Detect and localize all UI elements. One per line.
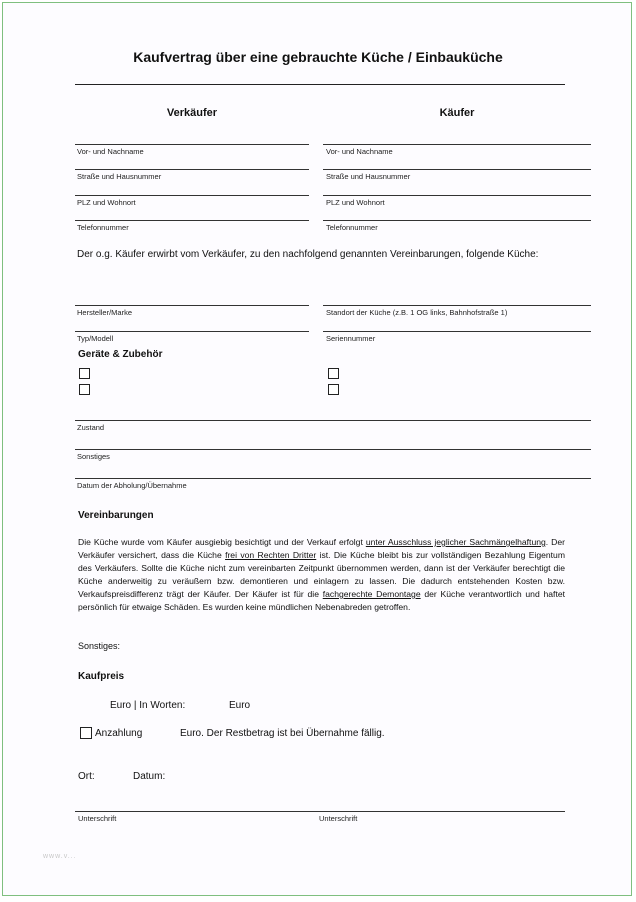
buyer-phone-line[interactable]: [323, 220, 591, 221]
seller-phone-label: Telefonnummer: [77, 223, 129, 232]
serial-label: Seriennummer: [326, 334, 376, 343]
title-underline: [75, 84, 565, 85]
serial-line[interactable]: [323, 331, 591, 332]
agreement-emphasis: fachgerechte Demontage: [322, 589, 421, 599]
seller-city-line[interactable]: [75, 195, 309, 196]
other-line[interactable]: [75, 449, 591, 450]
date-label: Datum:: [133, 771, 166, 782]
place-label: Ort:: [78, 771, 95, 782]
condition-line[interactable]: [75, 420, 591, 421]
other-label: Sonstiges:: [78, 641, 121, 651]
pickup-date-label: Datum der Abholung/Übernahme: [77, 481, 187, 490]
buyer-city-line[interactable]: [323, 195, 591, 196]
device-checkbox-1[interactable]: [79, 368, 90, 379]
manufacturer-line[interactable]: [75, 305, 309, 306]
buyer-street-label: Straße und Hausnummer: [326, 172, 411, 181]
agreement-emphasis: unter Ausschluss jeglicher Sachmängelhaftung: [365, 537, 546, 547]
buyer-name-line[interactable]: [323, 144, 591, 145]
seller-name-label: Vor- und Nachname: [77, 147, 144, 156]
signature-left-label: Unterschrift: [78, 814, 117, 823]
price-euro: Euro: [229, 700, 251, 711]
condition-label: Zustand: [77, 423, 105, 432]
agreement-text-part: Die Küche wurde vom Käufer ausgiebig besichtigt und der Verkauf erfolgt: [78, 537, 366, 547]
seller-street-label: Straße und Hausnummer: [77, 172, 162, 181]
manufacturer-label: Hersteller/Marke: [77, 308, 133, 317]
agreement-text-part: ist. Die Küche bleibt bis zur vollständigen Bezahlung Eigentum des Verkäufers. Sollte die Küche nicht zum vereinbarten Zeitpunkt übernommen werden, dann ist der Verkäufer berechtigt die Küche anderweitig zu veräußern bzw. demontieren und einlagern zu lassen. Die dadurch entstehenden Kosten bzw. Verkaufspreisdifferenz trägt der Käufer. Der Käufer ist für die: [78, 550, 565, 599]
buyer-phone-label: Telefonnummer: [326, 223, 378, 232]
contract-page: [2, 2, 632, 896]
deposit-checkbox[interactable]: [80, 727, 92, 739]
seller-heading: Verkäufer: [166, 107, 218, 119]
model-line[interactable]: [75, 331, 309, 332]
seller-city-label: PLZ und Wohnort: [77, 198, 136, 207]
remainder-text: Euro. Der Restbetrag ist bei Übernahme fällig.: [180, 728, 385, 739]
agreement-emphasis: frei von Rechten Dritter: [225, 550, 317, 560]
buyer-street-line[interactable]: [323, 169, 591, 170]
agreement-text-part: . Der Verkäufer versichert, dass die Küche: [78, 537, 565, 560]
agreement-text-part: der Küche verantwortlich und haftet persönlich für etwaige Schäden. Es wurden keine mündlichen Nebenabreden getroffen.: [78, 589, 565, 612]
signature-right-label: Unterschrift: [319, 814, 358, 823]
agreements-heading: Vereinbarungen: [78, 510, 154, 521]
signature-line[interactable]: [75, 811, 565, 812]
seller-name-line[interactable]: [75, 144, 309, 145]
model-label: Typ/Modell: [77, 334, 114, 343]
intro-text: Der o.g. Käufer erwirbt vom Verkäufer, zu den nachfolgend genannten Vereinbarungen, folgende Küche:: [77, 249, 539, 260]
pickup-date-line[interactable]: [75, 478, 591, 479]
location-label: Standort der Küche (z.B. 1 OG links, Bahnhofstraße 1): [326, 308, 508, 317]
price-heading: Kaufpreis: [78, 671, 125, 682]
buyer-name-label: Vor- und Nachname: [326, 147, 393, 156]
buyer-city-label: PLZ und Wohnort: [326, 198, 385, 207]
device-checkbox-2[interactable]: [79, 384, 90, 395]
seller-street-line[interactable]: [75, 169, 309, 170]
device-checkbox-4[interactable]: [328, 384, 339, 395]
watermark: www.v...: [43, 853, 77, 860]
device-checkbox-3[interactable]: [328, 368, 339, 379]
seller-phone-line[interactable]: [75, 220, 309, 221]
agreements-text: [78, 536, 565, 614]
document-title: Kaufvertrag über eine gebrauchte Küche / Einbauküche: [133, 49, 503, 65]
buyer-heading: Käufer: [439, 107, 475, 119]
price-euro-words: Euro | In Worten:: [110, 700, 186, 711]
other-field-label: Sonstiges: [77, 452, 110, 461]
deposit-label: Anzahlung: [95, 728, 143, 739]
devices-heading: Geräte & Zubehör: [78, 349, 163, 360]
location-line[interactable]: [323, 305, 591, 306]
